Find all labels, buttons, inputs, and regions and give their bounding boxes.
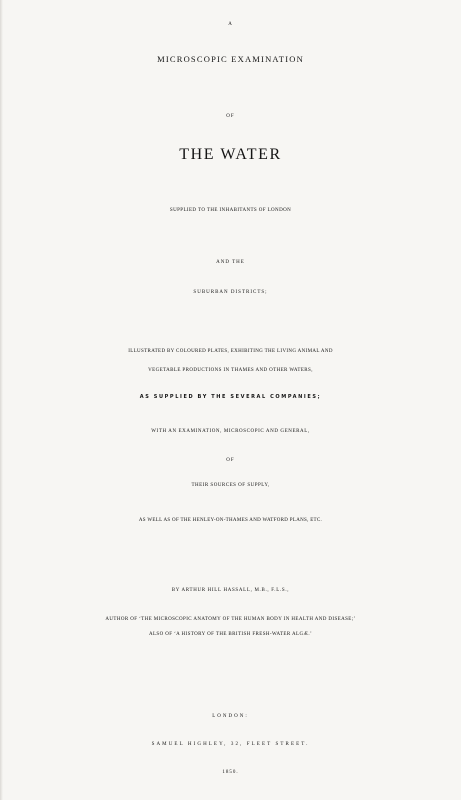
imprint-city: LONDON: bbox=[212, 714, 249, 719]
subtitle-supplied: SUPPLIED TO THE INHABITANTS OF LONDON bbox=[169, 208, 292, 213]
description-sources: THEIR SOURCES OF SUPPLY, bbox=[191, 483, 270, 488]
page-edge-shadow bbox=[0, 0, 3, 800]
description-henley: AS WELL AS OF THE HENLEY-ON-THAMES AND WATFORD PLANS, ETC. bbox=[138, 518, 323, 523]
description-connector-of: OF bbox=[226, 458, 235, 463]
title-connector-of: OF bbox=[226, 114, 235, 119]
subtitle-connector-and-the: AND THE bbox=[216, 260, 245, 265]
title-line-2: THE WATER bbox=[179, 146, 282, 163]
description-line-2: VEGETABLE PRODUCTIONS IN THAMES AND OTHER WATERS, bbox=[148, 368, 313, 373]
description-line-1: ILLUSTRATED BY COLOURED PLATES, EXHIBITING THE LIVING ANIMAL AND bbox=[128, 349, 333, 354]
imprint-year: 1850. bbox=[222, 770, 239, 775]
subtitle-suburban: SUBURBAN DISTRICTS; bbox=[193, 290, 268, 295]
author-line: BY ARTHUR HILL HASSALL, M.B., F.L.S., bbox=[171, 588, 290, 593]
description-examination: WITH AN EXAMINATION, MICROSCOPIC AND GENERAL, bbox=[151, 429, 310, 434]
title-article: A bbox=[228, 22, 233, 27]
description-companies: AS SUPPLIED BY THE SEVERAL COMPANIES; bbox=[139, 394, 322, 400]
author-note-1: AUTHOR OF ‘THE MICROSCOPIC ANATOMY OF THE HUMAN BODY IN HEALTH AND DISEASE;’ bbox=[105, 617, 356, 622]
title-line-1: MICROSCOPIC EXAMINATION bbox=[157, 54, 304, 64]
imprint-publisher: SAMUEL HIGHLEY, 32, FLEET STREET. bbox=[151, 742, 310, 747]
author-note-2: ALSO OF ‘A HISTORY OF THE BRITISH FRESH-WATER ALGÆ.’ bbox=[148, 632, 313, 637]
